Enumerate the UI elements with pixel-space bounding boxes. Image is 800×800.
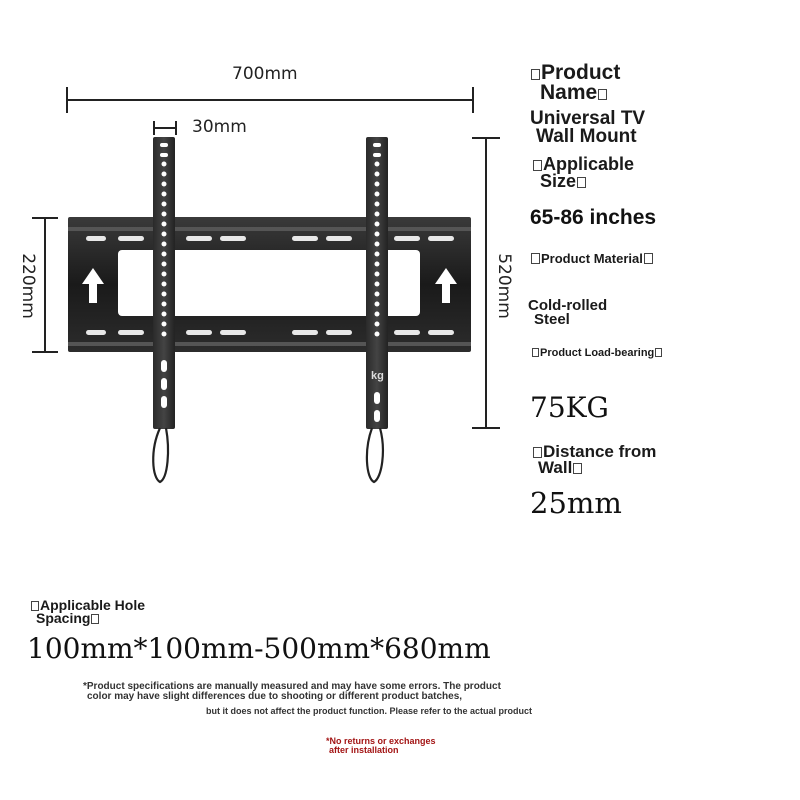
distance-from-wall-label: Distance from Wall: [532, 444, 656, 476]
missing-glyph-icon: [532, 348, 539, 357]
missing-glyph-icon: [533, 160, 542, 171]
missing-glyph-icon: [655, 348, 662, 357]
missing-glyph-icon: [577, 177, 586, 188]
upright-width-dimension-label: 30mm: [192, 117, 247, 137]
width-dimension-label: 700mm: [232, 64, 298, 84]
hole-spacing-label: Applicable Hole Spacing: [30, 599, 145, 626]
load-mark-text: kg: [371, 370, 384, 382]
distance-from-wall-value: 25mm: [530, 486, 622, 520]
missing-glyph-icon: [91, 614, 99, 624]
load-bearing-label: Product Load-bearing: [531, 348, 663, 358]
total-height-dimension-label: 520mm: [494, 253, 514, 319]
missing-glyph-icon: [644, 253, 653, 264]
disclaimer-line-1: *Product specifications are manually measured and may have some errors. The product: [83, 681, 501, 692]
safety-cord-right: [367, 428, 383, 482]
safety-cord-left: [153, 428, 168, 482]
disclaimer-line-2: color may have slight differences due to shooting or different product batches,: [87, 691, 463, 702]
product-name-label: Product Name: [530, 63, 620, 103]
missing-glyph-icon: [533, 447, 542, 458]
missing-glyph-icon: [531, 253, 540, 264]
left-vertical-arm: [153, 137, 175, 429]
missing-glyph-icon: [573, 463, 582, 474]
missing-glyph-icon: [598, 89, 607, 100]
no-returns-warning-line-1: *No returns or exchanges: [326, 736, 436, 746]
load-bearing-value: 75KG: [530, 391, 609, 424]
disclaimer-line-3: but it does not affect the product function. Please refer to the actual product: [206, 706, 533, 716]
hole-spacing-value: 100mm*100mm-500mm*680mm: [27, 632, 491, 665]
missing-glyph-icon: [531, 69, 540, 80]
right-vertical-arm: [366, 137, 388, 429]
product-material-label: Product Material: [530, 253, 654, 265]
plate-height-dimension-label: 220mm: [18, 253, 38, 319]
upright-width-dimension-line: [154, 121, 176, 135]
wall-plate: [68, 217, 471, 352]
applicable-size-label: Applicable Size: [532, 156, 634, 190]
product-material-value: Cold-rolled Steel: [528, 297, 608, 329]
width-dimension-line: [67, 87, 473, 113]
no-returns-warning-line-2: after installation: [329, 745, 399, 755]
product-name-value: Universal TV Wall Mount: [530, 108, 646, 148]
applicable-size-value: 65-86 inches: [530, 206, 657, 229]
